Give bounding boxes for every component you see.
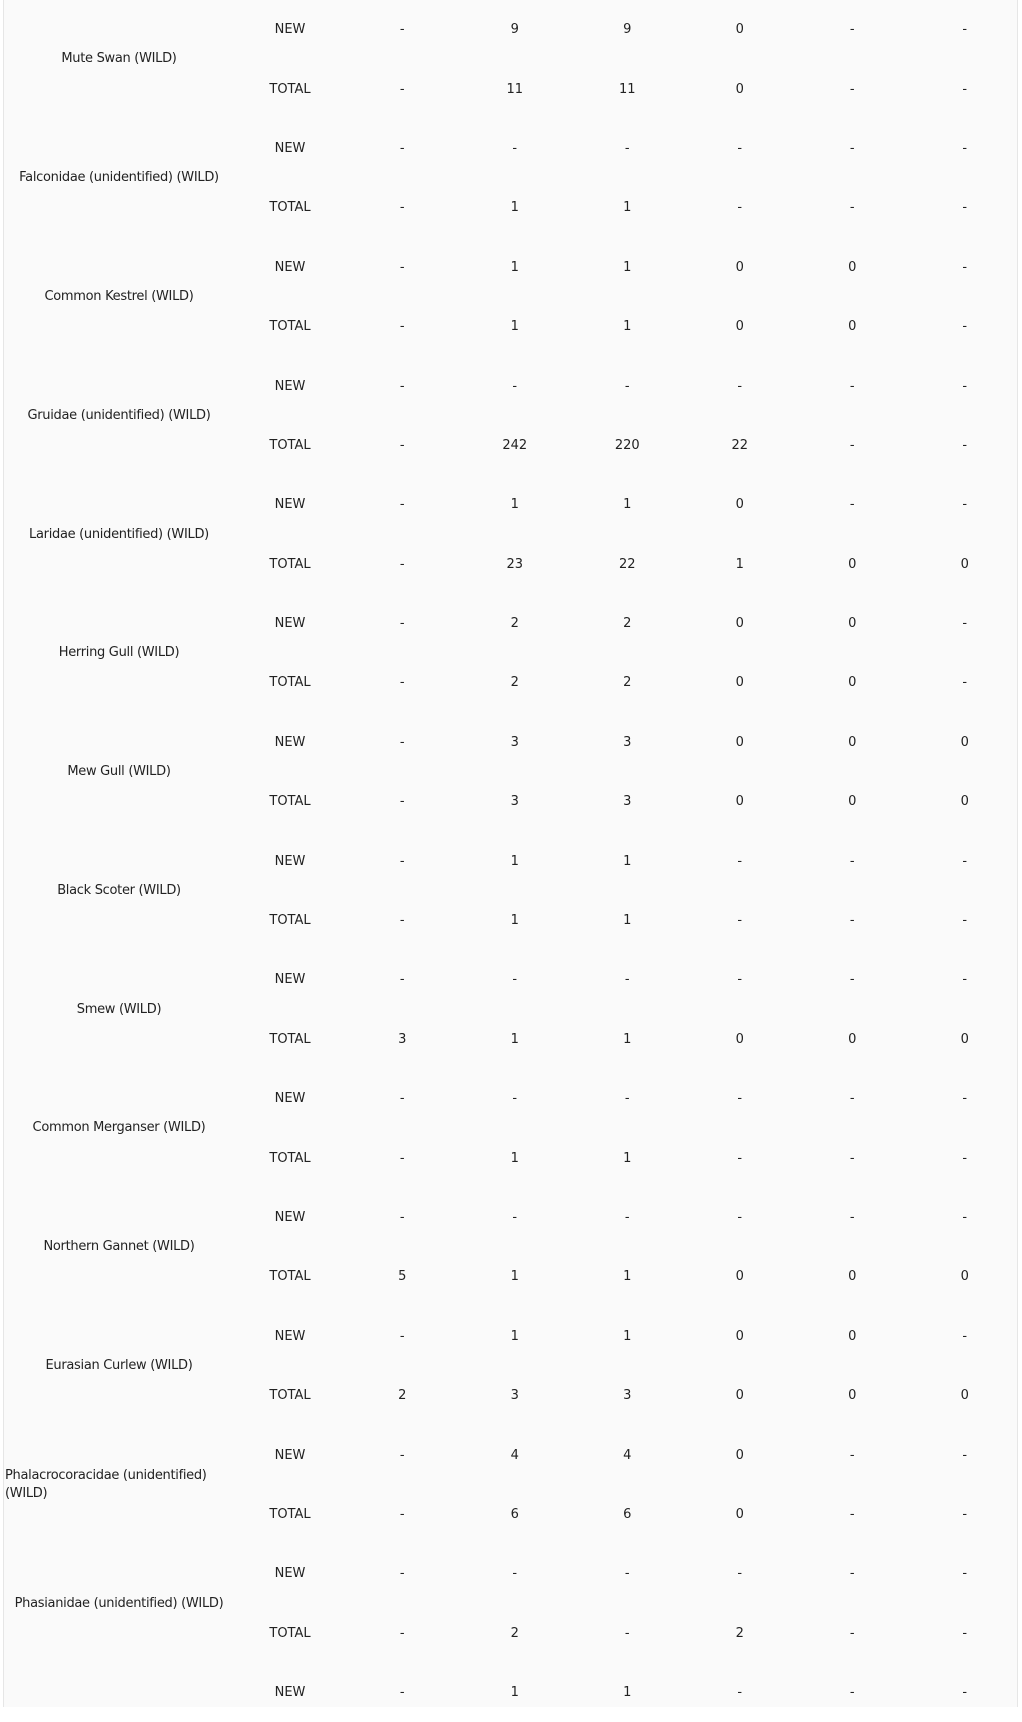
value-cell: - [399,972,405,988]
value-cell: 1 [510,1685,519,1701]
value-cell: - [849,497,855,513]
row-type-cell: TOTAL [269,556,311,572]
value-cell: - [849,1566,855,1582]
value-cell: 2 [623,675,632,691]
value-cell: - [849,22,855,38]
value-cell: - [399,913,405,929]
value-cell: - [962,1566,968,1582]
value-cell: - [849,1091,855,1107]
value-cell: - [399,616,405,632]
value-cell: - [399,200,405,216]
row-type-cell: TOTAL [269,913,311,929]
value-cell: - [962,437,968,453]
value-cell: 1 [623,1150,632,1166]
value-cell: 1 [510,259,519,275]
value-cell: - [737,1210,743,1225]
value-cell: 0 [735,1506,744,1522]
row-type-cell: NEW [274,734,306,750]
value-cell: - [399,81,405,97]
value-cell: - [399,1150,405,1166]
value-cell: 6 [510,1506,519,1522]
value-cell: - [399,794,405,810]
value-cell: 0 [735,794,744,810]
value-cell: 0 [848,556,857,572]
value-cell: - [624,1566,630,1582]
table-row [4,950,1021,1009]
value-cell: - [512,378,518,394]
species-name-cell: Eurasian Curlew (WILD) [45,1357,193,1373]
value-cell: - [737,972,743,988]
row-type-cell: NEW [274,259,306,275]
value-cell: - [849,1210,855,1225]
value-cell: - [399,140,405,156]
value-cell: 1 [510,200,519,216]
value-cell: - [849,1625,855,1641]
value-cell: 0 [848,616,857,632]
value-cell: - [399,1328,405,1344]
row-type-cell: NEW [274,1685,306,1701]
value-cell: 0 [735,1269,744,1285]
row-type-cell: TOTAL [269,794,311,810]
value-cell: 0 [960,1269,969,1285]
value-cell: - [962,378,968,394]
value-cell: 2 [623,616,632,632]
value-cell: 1 [623,497,632,513]
value-cell: - [399,1447,405,1463]
species-name-cell: Falconidae (unidentified) (WILD) [19,170,219,186]
value-cell: 1 [623,319,632,335]
value-cell: - [399,259,405,275]
report-table-panel [3,0,1018,1707]
value-cell: 3 [398,1031,407,1047]
row-type-cell: NEW [274,853,306,869]
value-cell: 0 [735,1328,744,1344]
table-row [4,1663,1021,1722]
value-cell: 0 [735,675,744,691]
value-cell: 0 [960,556,969,572]
species-name-cell: Laridae (unidentified) (WILD) [29,526,209,542]
species-name-cell: Black Scoter (WILD) [57,882,181,898]
table-row [4,713,1021,772]
value-cell: 0 [848,319,857,335]
value-cell: - [962,1210,968,1225]
row-type-cell: TOTAL [269,675,311,691]
value-cell: 0 [960,1031,969,1047]
value-cell: - [624,1625,630,1641]
value-cell: - [962,140,968,156]
row-type-cell: TOTAL [269,1388,311,1404]
value-cell: 3 [623,1388,632,1404]
value-cell: 1 [510,1150,519,1166]
value-cell: - [399,675,405,691]
value-cell: 23 [506,556,524,572]
value-cell: 1 [510,1328,519,1344]
value-cell: - [849,378,855,394]
value-cell: - [849,853,855,869]
row-type-cell: NEW [274,1447,306,1463]
value-cell: - [399,497,405,513]
value-cell: - [399,556,405,572]
value-cell: 1 [510,319,519,335]
row-type-cell: TOTAL [269,1269,311,1285]
value-cell: - [849,81,855,97]
value-cell: 1 [510,1031,519,1047]
row-type-cell: TOTAL [269,1506,311,1522]
value-cell: - [849,972,855,988]
value-cell: 6 [623,1506,632,1522]
value-cell: - [737,853,743,869]
value-cell: - [399,1210,405,1225]
value-cell: 0 [735,319,744,335]
value-cell: 0 [735,616,744,632]
value-cell: - [962,1091,968,1107]
value-cell: - [399,1506,405,1522]
value-cell: 5 [398,1269,407,1285]
value-cell: 0 [848,1328,857,1344]
value-cell: 1 [510,1269,519,1285]
species-name-cell: Common Kestrel (WILD) [44,288,194,304]
value-cell: 0 [848,259,857,275]
species-name-cell: Gruidae (unidentified) (WILD) [27,407,211,423]
value-cell: 2 [510,675,519,691]
value-cell: 0 [960,794,969,810]
value-cell: - [962,616,968,632]
table-row [4,356,1021,415]
value-cell: 0 [735,734,744,750]
table-row [4,1307,1021,1366]
row-type-cell: NEW [274,22,306,38]
value-cell: 2 [398,1388,407,1404]
table-row [4,0,1021,59]
value-cell: 0 [735,1447,744,1463]
value-cell: 1 [623,200,632,216]
value-cell: 2 [735,1625,744,1641]
species-name-cell: Mew Gull (WILD) [67,764,171,780]
value-cell: - [849,1150,855,1166]
value-cell: - [849,437,855,453]
value-cell: 1 [510,913,519,929]
value-cell: 0 [848,1031,857,1047]
row-type-cell: TOTAL [269,81,311,97]
value-cell: - [399,378,405,394]
value-cell: - [399,1685,405,1701]
species-table-body [4,0,1021,1722]
value-cell: - [624,1091,630,1107]
value-cell: 4 [510,1447,519,1463]
value-cell: - [849,913,855,929]
value-cell: 11 [618,81,636,97]
value-cell: 3 [623,794,632,810]
table-row [4,475,1021,534]
value-cell: - [962,319,968,335]
value-cell: - [962,1447,968,1463]
value-cell: - [962,259,968,275]
table-row [4,1069,1021,1128]
row-type-cell: TOTAL [269,1150,311,1166]
value-cell: 1 [510,853,519,869]
value-cell: 0 [960,1388,969,1404]
value-cell: 0 [735,22,744,38]
value-cell: - [962,22,968,38]
row-type-cell: NEW [274,497,306,513]
value-cell: 0 [848,734,857,750]
row-type-cell: TOTAL [269,437,311,453]
species-name-cell [4,1663,234,1722]
value-cell: 0 [848,675,857,691]
value-cell: - [849,1447,855,1463]
value-cell: - [512,1210,518,1225]
value-cell: - [849,200,855,216]
value-cell: - [737,1566,743,1582]
value-cell: 0 [735,259,744,275]
row-type-cell: NEW [274,1566,306,1582]
value-cell: - [737,378,743,394]
value-cell: - [962,1506,968,1522]
value-cell: - [962,81,968,97]
value-cell: 3 [510,794,519,810]
value-cell: 2 [510,1625,519,1641]
value-cell: - [849,1685,855,1701]
value-cell: - [399,1091,405,1107]
value-cell: 0 [735,81,744,97]
value-cell: 3 [510,1388,519,1404]
value-cell: - [737,1685,743,1701]
species-name-cell: Herring Gull (WILD) [58,645,180,661]
value-cell: - [399,734,405,750]
value-cell: - [962,1685,968,1701]
value-cell: - [512,972,518,988]
row-type-cell: TOTAL [269,319,311,335]
value-cell: 0 [848,1388,857,1404]
table-row [4,1544,1021,1603]
row-type-cell: NEW [274,1210,306,1225]
table-row [4,1188,1021,1247]
value-cell: 22 [731,437,749,453]
value-cell: - [624,972,630,988]
value-cell: 1 [735,556,744,572]
value-cell: - [737,1150,743,1166]
value-cell: 9 [510,22,519,38]
value-cell: - [962,853,968,869]
table-row [4,1425,1021,1484]
value-cell: 1 [510,497,519,513]
value-cell: 1 [623,913,632,929]
row-type-cell: NEW [274,1328,306,1344]
value-cell: - [512,1566,518,1582]
value-cell: - [962,200,968,216]
value-cell: 9 [623,22,632,38]
value-cell: - [962,497,968,513]
value-cell: - [962,1150,968,1166]
value-cell: - [399,22,405,38]
row-type-cell: TOTAL [269,1031,311,1047]
value-cell: - [624,140,630,156]
value-cell: 0 [735,1031,744,1047]
row-type-cell: NEW [274,1091,306,1107]
species-name-cell: Common Merganser (WILD) [32,1120,206,1136]
value-cell: - [737,140,743,156]
value-cell: 11 [506,81,524,97]
species-name-cell: Mute Swan (WILD) [61,51,177,67]
value-cell: 0 [960,734,969,750]
value-cell: 1 [623,853,632,869]
species-name-cell: Phalacrocoracidae (unidentified) (WILD) [5,1467,207,1501]
value-cell: - [624,1210,630,1225]
table-row [4,831,1021,890]
value-cell: - [849,140,855,156]
table-row [4,238,1021,297]
value-cell: - [962,1328,968,1344]
value-cell: - [399,319,405,335]
value-cell: - [399,1566,405,1582]
row-type-cell: NEW [274,616,306,632]
table-row [4,119,1021,178]
value-cell: 4 [623,1447,632,1463]
value-cell: - [962,675,968,691]
value-cell: - [737,200,743,216]
row-type-cell: NEW [274,972,306,988]
value-cell: 0 [848,794,857,810]
value-cell: - [737,1091,743,1107]
value-cell: - [962,972,968,988]
row-type-cell: TOTAL [269,200,311,216]
value-cell: - [962,913,968,929]
value-cell: - [849,1506,855,1522]
value-cell: - [512,140,518,156]
value-cell: 0 [735,1388,744,1404]
value-cell: - [399,437,405,453]
value-cell: 3 [510,734,519,750]
value-cell: 1 [623,1269,632,1285]
value-cell: 1 [623,1685,632,1701]
table-row [4,594,1021,653]
value-cell: 1 [623,1328,632,1344]
species-name-cell: Northern Gannet (WILD) [43,1239,195,1255]
value-cell: 242 [502,437,528,453]
value-cell: 2 [510,616,519,632]
value-cell: 3 [623,734,632,750]
value-cell: - [399,853,405,869]
value-cell: 1 [623,1031,632,1047]
species-name-cell: Phasianidae (unidentified) (WILD) [14,1595,224,1611]
value-cell: 220 [614,437,640,453]
row-type-cell: TOTAL [269,1625,311,1641]
value-cell: 0 [848,1269,857,1285]
value-cell: 0 [735,497,744,513]
value-cell: - [624,378,630,394]
species-name-cell: Smew (WILD) [76,1001,162,1017]
value-cell: - [512,1091,518,1107]
row-type-cell: NEW [274,140,306,156]
value-cell: - [399,1625,405,1641]
species-count-table [4,0,1021,1722]
value-cell: 22 [618,556,636,572]
row-type-cell: NEW [274,378,306,394]
value-cell: 1 [623,259,632,275]
value-cell: - [737,913,743,929]
value-cell: - [962,1625,968,1641]
